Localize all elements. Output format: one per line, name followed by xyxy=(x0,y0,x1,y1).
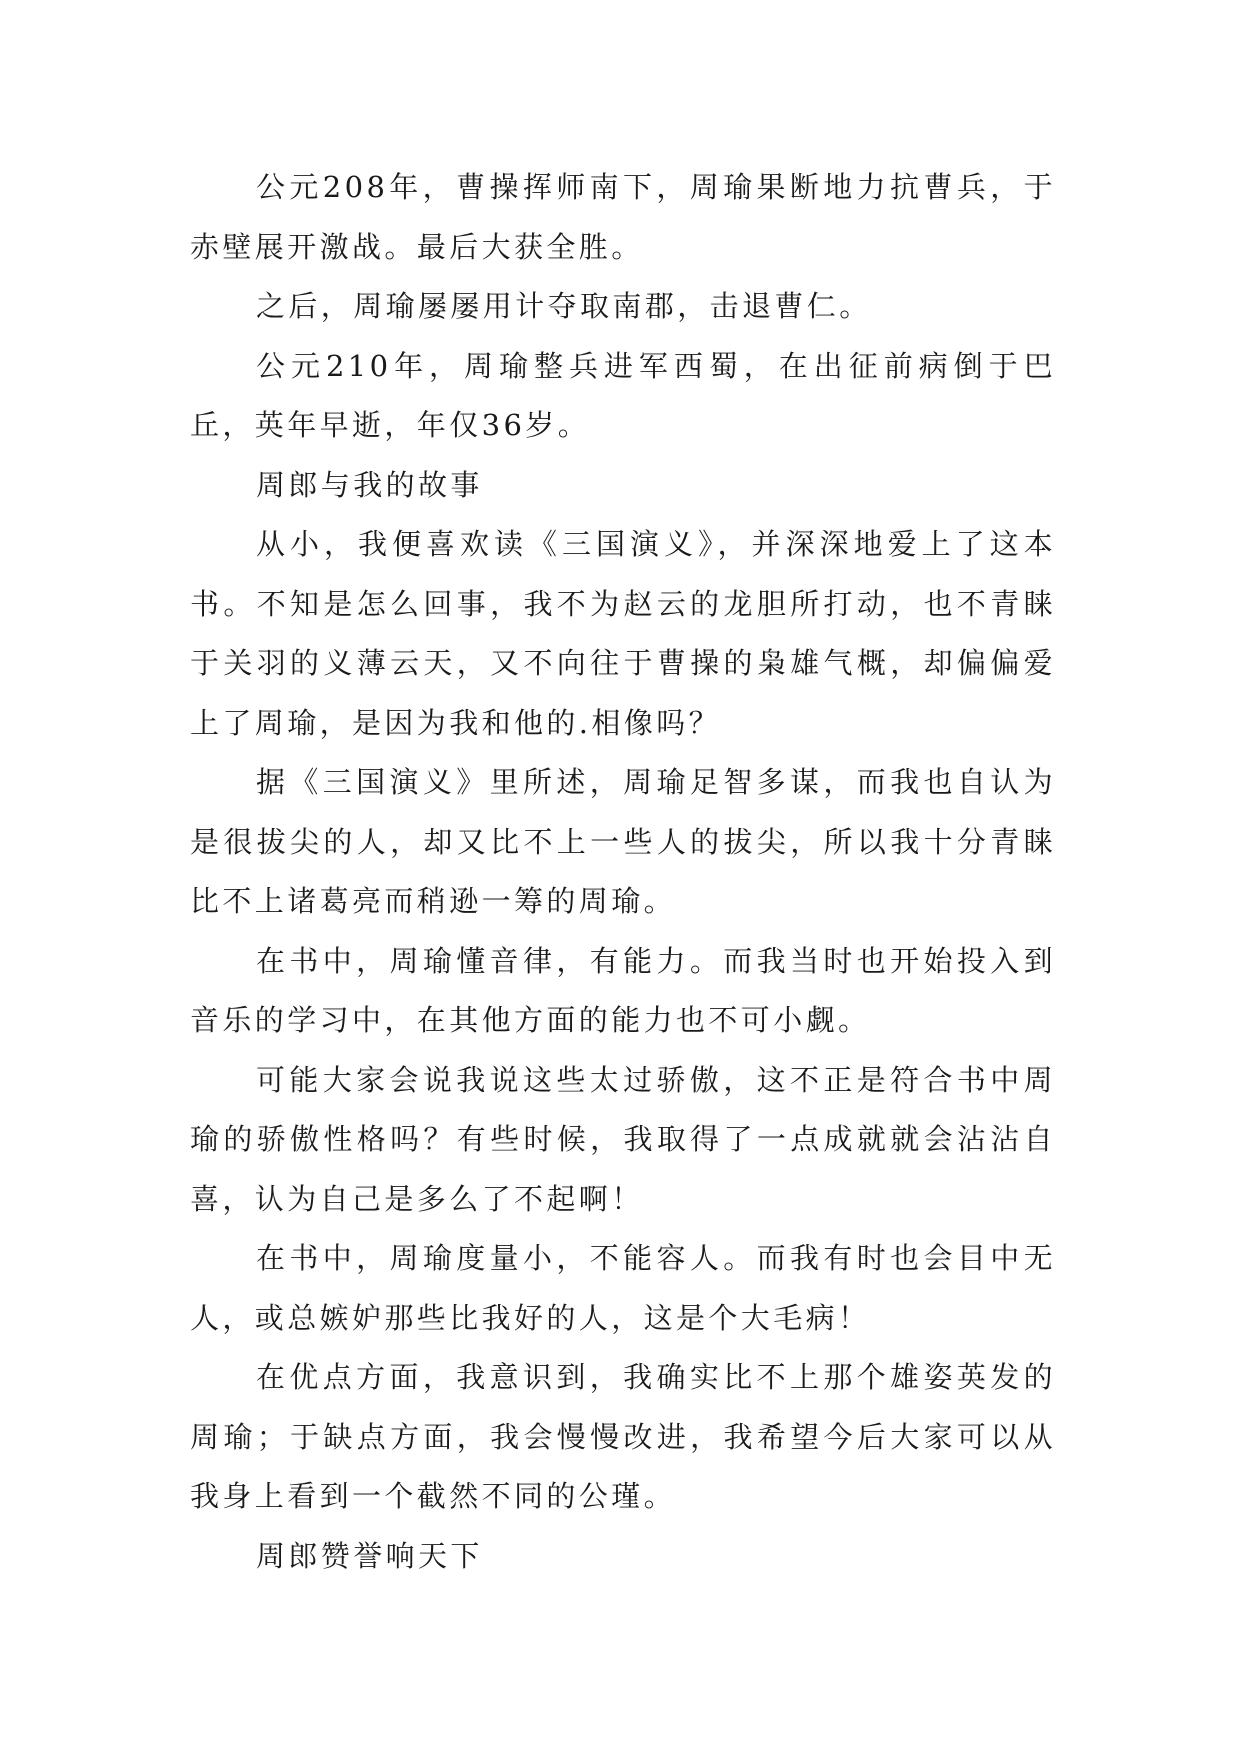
paragraph-pride: 可能大家会说我说这些太过骄傲，这不正是符合书中周瑜的骄傲性格吗？有些时候，我取得了一点成就就会沾沾自喜，认为自己是多么了不起啊！ xyxy=(190,1062,1056,1216)
paragraph-nanjun: 之后，周瑜屡屡用计夺取南郡，击退曹仁。 xyxy=(256,289,872,323)
paragraph-improvement: 在优点方面，我意识到，我确实比不上那个雄姿英发的周瑜；于缺点方面，我会慢慢改进，我希望今后大家可以从我身上看到一个截然不同的公瑾。 xyxy=(190,1360,1056,1513)
paragraph-music: 在书中，周瑜懂音律，有能力。而我当时也开始投入到音乐的学习中，在其他方面的能力也不可小觑。 xyxy=(190,943,1056,1037)
paragraph-tolerance: 在书中，周瑜度量小，不能容人。而我有时也会目中无人，或总嫉妒那些比我好的人，这是个大毛病！ xyxy=(190,1241,1056,1335)
paragraph-wisdom: 据《三国演义》里所述，周瑜足智多谋，而我也自认为是很拔尖的人，却又比不上一些人的拔尖，所以我十分青睐比不上诸葛亮而稍逊一筹的周瑜。 xyxy=(190,765,1056,918)
paragraph-reading: 从小，我便喜欢读《三国演义》，并深深地爱上了这本书。不知是怎么回事，我不为赵云的龙胆所打动，也不青睐于关羽的义薄云天，又不向往于曹操的枭雄气概，却偏偏爱上了周瑜，是因为我和他的.相像吗？ xyxy=(190,527,1056,740)
paragraph-death: 公元210年，周瑜整兵进军西蜀，在出征前病倒于巴丘，英年早逝，年仅36岁。 xyxy=(190,348,1056,442)
section-heading-story: 周郎与我的故事 xyxy=(256,467,483,502)
section-heading-praise: 周郎赞誉响天下 xyxy=(256,1538,483,1573)
paragraph-battle-of-red-cliffs: 公元208年，曹操挥师南下，周瑜果断地力抗曹兵，于赤壁展开激战。最后大获全胜。 xyxy=(190,170,1056,264)
document-body xyxy=(190,158,1056,1586)
